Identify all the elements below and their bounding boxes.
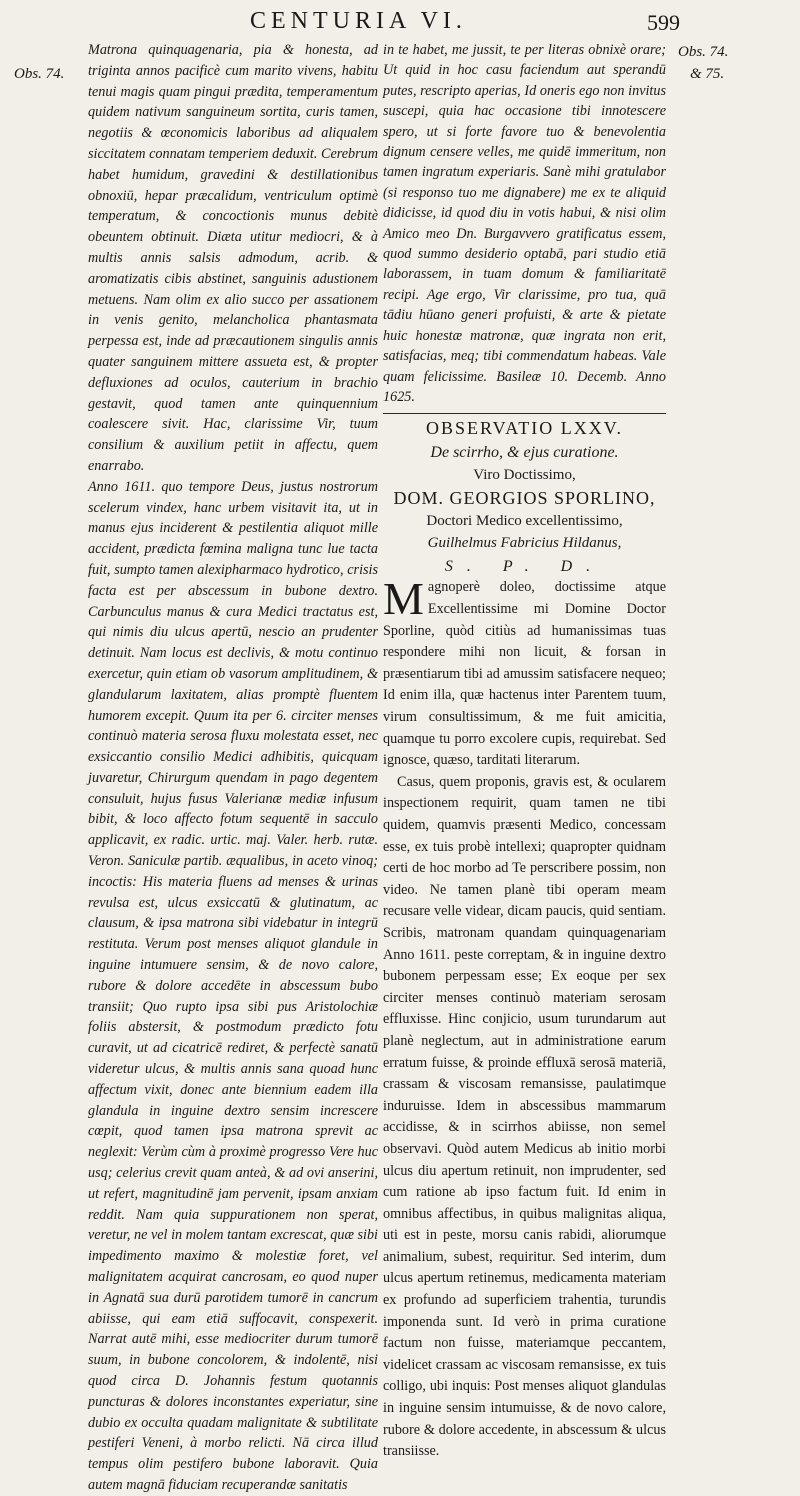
margin-note-right-2: & 75. [690, 66, 725, 82]
right-paragraph [383, 573, 666, 771]
recipient-name: DOM. GEORGIOS SPORLINO, [393, 488, 656, 509]
letter-conclusion: in te habet, me jussit, te per literas obnixè orare; Ut quid in hoc casu faciendum aut sperandū putes, rescripto aperias, Id oneris ego non invitus suscepi, quia hac occasione tibi innotescere spero, ut si forte favore tuo & benevolentia dignum censere velles, me quidē immeritum, non tamen ingratum experiaris. Sanè mihi gratulabor (si responso tuo me dignabere) me ex te aliquid didicisse, id quod diu in votis habui, & nisi olim Amico meo Dn. Burgavvero gratificatus essem, quod summo desiderio optabā, pari studio etiā laborassem, in tuam domum & familiaritatē recipi. Age ergo, Vir clarissime, pro tua, quā tādiu hūano generi profuisti, & arte & pietate huic honestæ matronæ, quæ ingrata non erit, satisfacias, meq; tibi commendatum habeas. Vale quam felicissime. Basileæ 10. Decemb. Anno 1625. [383, 42, 666, 405]
running-title: CENTURIA VI. [250, 8, 467, 34]
observation-subtitle: De scirrho, & ejus curatione. [430, 443, 619, 461]
author-name: Guilhelmus Fabricius Hildanus, [427, 535, 622, 552]
drop-cap: M [383, 573, 424, 625]
margin-note-left: Obs. 74. [14, 66, 65, 82]
page-header [90, 8, 680, 44]
greeting-abbrev: S. P. D. [444, 557, 605, 575]
page-number: 599 [647, 10, 680, 35]
salutation: Viro Doctissimo, [473, 466, 576, 483]
left-column [88, 40, 378, 1496]
left-paragraph: Anno 1611. quo tempore Deus, justus nostrorum scelerum vindex, hanc urbem visitavit ita, ut in manus ejus inciderent & pestilentia aliquot mille accident, prædicta fœmina maligna tunc lue tacta fuit, sumpto tamen alexipharmaco hydrotico, crisis facta est per abscessum in bubone dextro. Carbunculus manus & cura Medici tractatus est, qui nimis diu ulcus apertū, nescio an prudenter detinuit. Nam locus est declivis, & motu continuo exercetur, quin etiam ob vasorum amplitudinem, & glandularum laxitatem, alias promptè fluentem humorem excepit. Quum ita per 6. circiter menses continuò materia serosa fluxu molestata esset, nec exsiccantio consilio Medici adhibitis, quicquam juvaretur, Chirurgum quendam in pago degentem consuluit, hujus fusus Valerianæ mediæ infusum bibit, & loco affecto fotum sequentē in sacculo applicavit, ex radic. urtic. maj. Valer. herb. rutæ. Veron. Saniculæ partib. æqualibus, in aceto vinoq; incoctis: His materia fluens ad menses & urinas revulsa est, ulcus exsiccatū & glutinatum, ac clausum, & ipsa matrona sibi videbatur in integrū restituta. Verum post menses aliquot glandule in inguine intumuere sensim, & de novo calore, rubore & dolore accedēte in abscessum bubo transiit; Quo rupto ipsa sibi pus Aristolochiæ foliis abstersit, & postmodum prædicto fotu curavit, ut ad cicatricē rediret, & perfectè sanatū videretur ulcus, & multis annis sana quoad hunc affectum vixit, donec ante biennium eadem illa glandula in inguine dextro sensim increscere cœpit, quod tamen ipsa matrona sprevit ac neglexit: Verùm cùm à proximè progresso Vere huc usq; celerius crevit quam anteà, & ad ovi anserini, ut refert, magnitudinē jam pervenit, ipsam anxiam reddit. Nam quia suppurationem non sperat, veretur, ne vel in molem tantam excrescat, quæ sibi impedimento maximo & molestiæ foret, vel malignitatem acquirat cancrosam, eo quod nuper in Agnatā sua durū parotidem tumorē in cancrum abiisse, qui eam etiā suffocavit, conspexerit. Narrat autē mihi, esse mediocriter durum tumorē suum, in bubone concolorem, & indolentē, nisi quod circa D. Johannis festum quotannis puncturas & dolores inconstantes experiatur, sine dubio ex occulta quadam malignitate & subtilitate pestiferi Veneni, à morbo relicti. Nā circa illud tempus olim pestifero bubone laboravit. Quia autem magnā fiduciam recuperandæ sanitatis [88, 478, 378, 1493]
margin-note-right-1: Obs. 74. [678, 44, 729, 60]
recipient-title: Doctori Medico excellentissimo, [426, 512, 623, 529]
observation-heading [383, 413, 666, 577]
right-paragraph: Casus, quem proponis, gravis est, & ocularem inspectionem requirit, quam tamen ne tibi quidem, quamvis præsenti Medico, concessam esse, ex tuis probè intellexi; quapropter quidnam certi de hoc morbo ad Te perscribere possim, non video. Ne tamen planè tibi operam meam recusare velle videar, dicam paucis, quid sentiam. Scribis, matronam quandam quinquagenariam Anno 1611. peste correptam, & in inguine dextro bubonem perpessam esse; Ex eoque per sex circiter menses continuò materiam serosam effluxisse. Hinc conjicio, usum turundarum aut planè neglectum, aut in administratione earum erratum fuisse, & proinde effluxā serosā materiā, crassam & viscosam remansisse, paulatimque induruisse. Idem in abscessibus mammarum accidisse, & in scirrhos abiisse, non semel observavi. Quòd autem Medicus ab initio morbi ulcus diu apertum retinuit, non imprudenter, sed cum ratione ab ipso factum fuit. Id enim in omnibus affectibus, in quibus malignitas aliqua, uti est in peste, morsu canis rabidi, aliorumque animalium, subest, requiritur. Sed interim, dum ulcus apertum retinemus, medicamenta materiam ex profundo ad superficiem trahentia, turundis imponenda sunt. Id verò in prima curatione factum non fuisse, materiamque peccantem, videlicet crassam ac viscosam remansisse, ex tuis colligo, ubi inquis: Post menses aliquot glandulas in inguine sensim intumuisse, & de novo calore, rubore & dolore accedente, in abscessum & ulcus transiisse. [383, 773, 666, 1460]
left-paragraph: Matrona quinquagenaria, pia & honesta, ad triginta annos pacificè cum marito vivens, habitu tenui magis quam pingui prædita, temperamentum quidem nativum sanguineum sortita, curis tamen, negotiis & œconomicis laboribus ad aliqualem siccitatem connatam temperiem deduxit. Cerebrum habet humidum, gravedini & destillationibus obnoxiū, hepar præcalidum, ventriculum optimè temperatum, & concoctionis munus debitè obeuntem obtinuit. Diæta utitur mediocri, & à multis annis salsis admodum, acrib. & aromatizatis cibis abstinet, sanguinis adustionem metuens. Nam olim ex alio succo per assationem in venis genito, melancholica phantasmata perpessa est, inde ad præcautionem singulis annis quater sanguinem mittere assueta est, & propter defluxiones ad oculos, cauterium in brachio gestavit, quod tamen ante quinquennium coalescere sivit. Hac, clarissime Vir, tuum consilium & auxilium petiit in affectu, quem enarrabo. [88, 42, 378, 474]
right-column [383, 40, 666, 1463]
observation-title: OBSERVATIO LXXV. [426, 418, 623, 439]
right-paragraph-text: agnoperè doleo, doctissime atque Excellentissime mi Domine Doctor Sporline, quòd citiùs ad humanissimas tuas respondere mihi non licuit, & forsan in præsentiarum tibi ad amussim satisfacere nequeo; Id enim illa, quæ hactenus inter Parentem tuum, virum consultissimum, & me fuit amicitia, quamque tu porro excolere cupis, requirebat. Sed ignosce, quæso, tarditati literarum. [383, 579, 666, 769]
